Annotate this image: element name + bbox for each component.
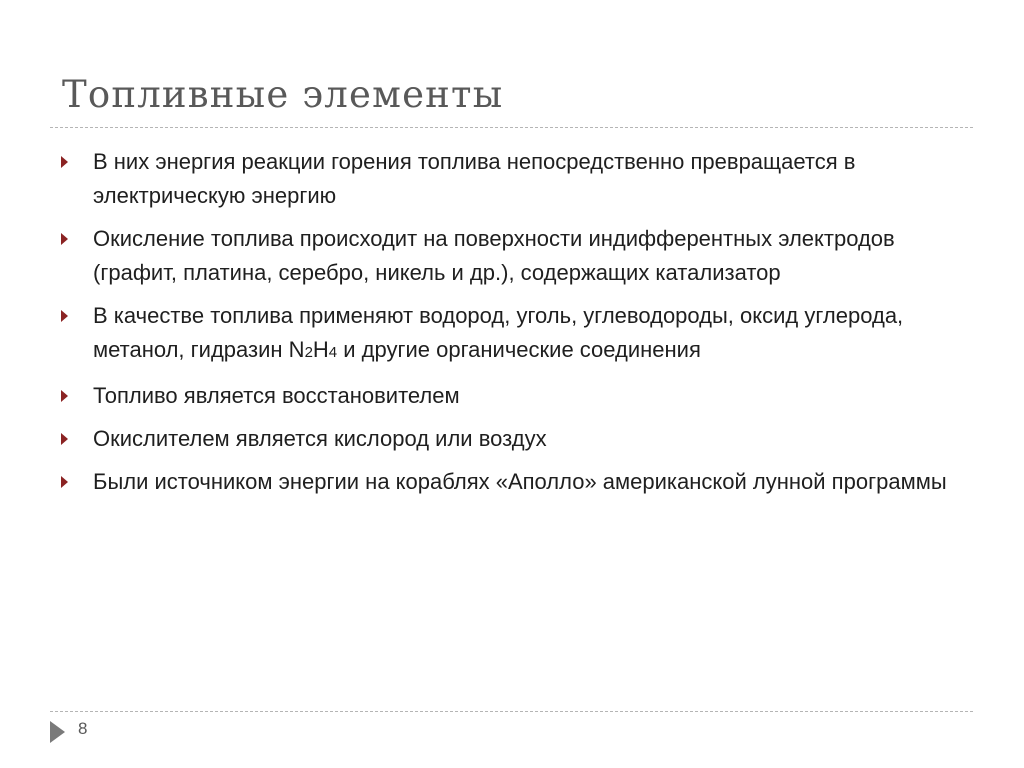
bullet-arrow-icon [61, 433, 68, 445]
bullet-text: Были источником энергии на кораблях «Аполло» американской лунной программы [93, 469, 947, 494]
bullet-list [60, 145, 960, 508]
bullet-item [60, 422, 960, 456]
bullet-arrow-icon [61, 476, 68, 488]
bullet-item [60, 379, 960, 413]
bullet-arrow-icon [61, 310, 68, 322]
bullet-text-part: В качестве топлива применяют водород, уголь, углеводороды, оксид углерода, метанол, гидразин N [93, 303, 904, 362]
bullet-text: Окисление топлива происходит на поверхности индифферентных электродов (графит, платина, серебро, никель и др.), содержащих катализатор [93, 226, 895, 285]
bullet-text [93, 303, 903, 362]
subscript: 2 [304, 344, 313, 361]
bullet-item [60, 145, 960, 213]
bullet-item [60, 299, 960, 370]
bullet-arrow-icon [61, 233, 68, 245]
bullet-text-part: и другие органические соединения [337, 337, 701, 362]
bullet-text: Окислителем является кислород или воздух [93, 426, 547, 451]
page-number: 8 [78, 719, 88, 738]
title-divider [50, 127, 973, 128]
bullet-text: В них энергия реакции горения топлива непосредственно превращается в электрическую энергию [93, 149, 856, 208]
footer-arrow-icon [50, 721, 65, 743]
bullet-arrow-icon [61, 390, 68, 402]
bullet-arrow-icon [61, 156, 68, 168]
bullet-item [60, 222, 960, 290]
slide-title: Топливные элементы [62, 73, 504, 116]
footer-divider [50, 711, 973, 712]
bullet-text: Топливо является восстановителем [93, 383, 460, 408]
bullet-text-part: H [312, 337, 329, 362]
bullet-item [60, 465, 960, 499]
subscript: 4 [328, 344, 338, 361]
